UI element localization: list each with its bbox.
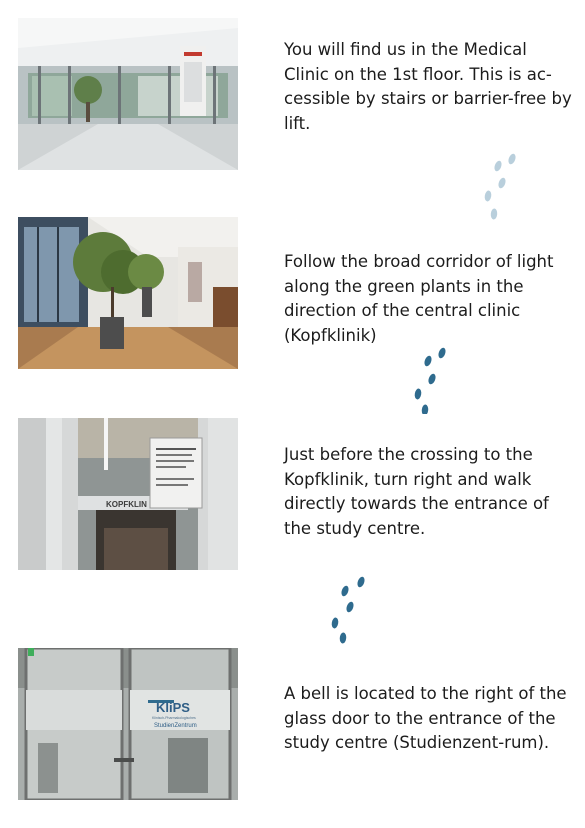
- lobby-photo: [18, 18, 238, 170]
- study-centre-door-photo: [18, 648, 238, 800]
- footprints-icon: [325, 575, 385, 645]
- klips-logo-text: KliPS: [156, 700, 190, 715]
- step-1-text: You will find us in the Medical Clinic on the 1st floor. This is ac-cessible by stairs or barrier-free by lift.: [284, 40, 572, 133]
- kopfklinik-entrance-photo: [18, 418, 238, 570]
- step-2-text: Follow the broad corridor of light along the green plants in the direction of the central clinic (Kopfklinik): [284, 252, 554, 345]
- step-3-text: Just before the crossing to the Kopfklinik, turn right and walk directly towards the entrance of the study centre.: [284, 445, 549, 538]
- footprints-icon: [408, 344, 468, 414]
- corridor-photo: [18, 217, 238, 369]
- footprints-icon: [472, 150, 532, 220]
- klips-logo-subtitle-2: StudienZentrum: [154, 723, 197, 729]
- klips-logo-subtitle: Klinisch-Pharmakologisches: [152, 716, 196, 720]
- corridor-sign: KOPFKLIN: [106, 500, 147, 509]
- step-4-text: A bell is located to the right of the glass door to the entrance of the study centre (Studienzent-rum).: [284, 684, 567, 752]
